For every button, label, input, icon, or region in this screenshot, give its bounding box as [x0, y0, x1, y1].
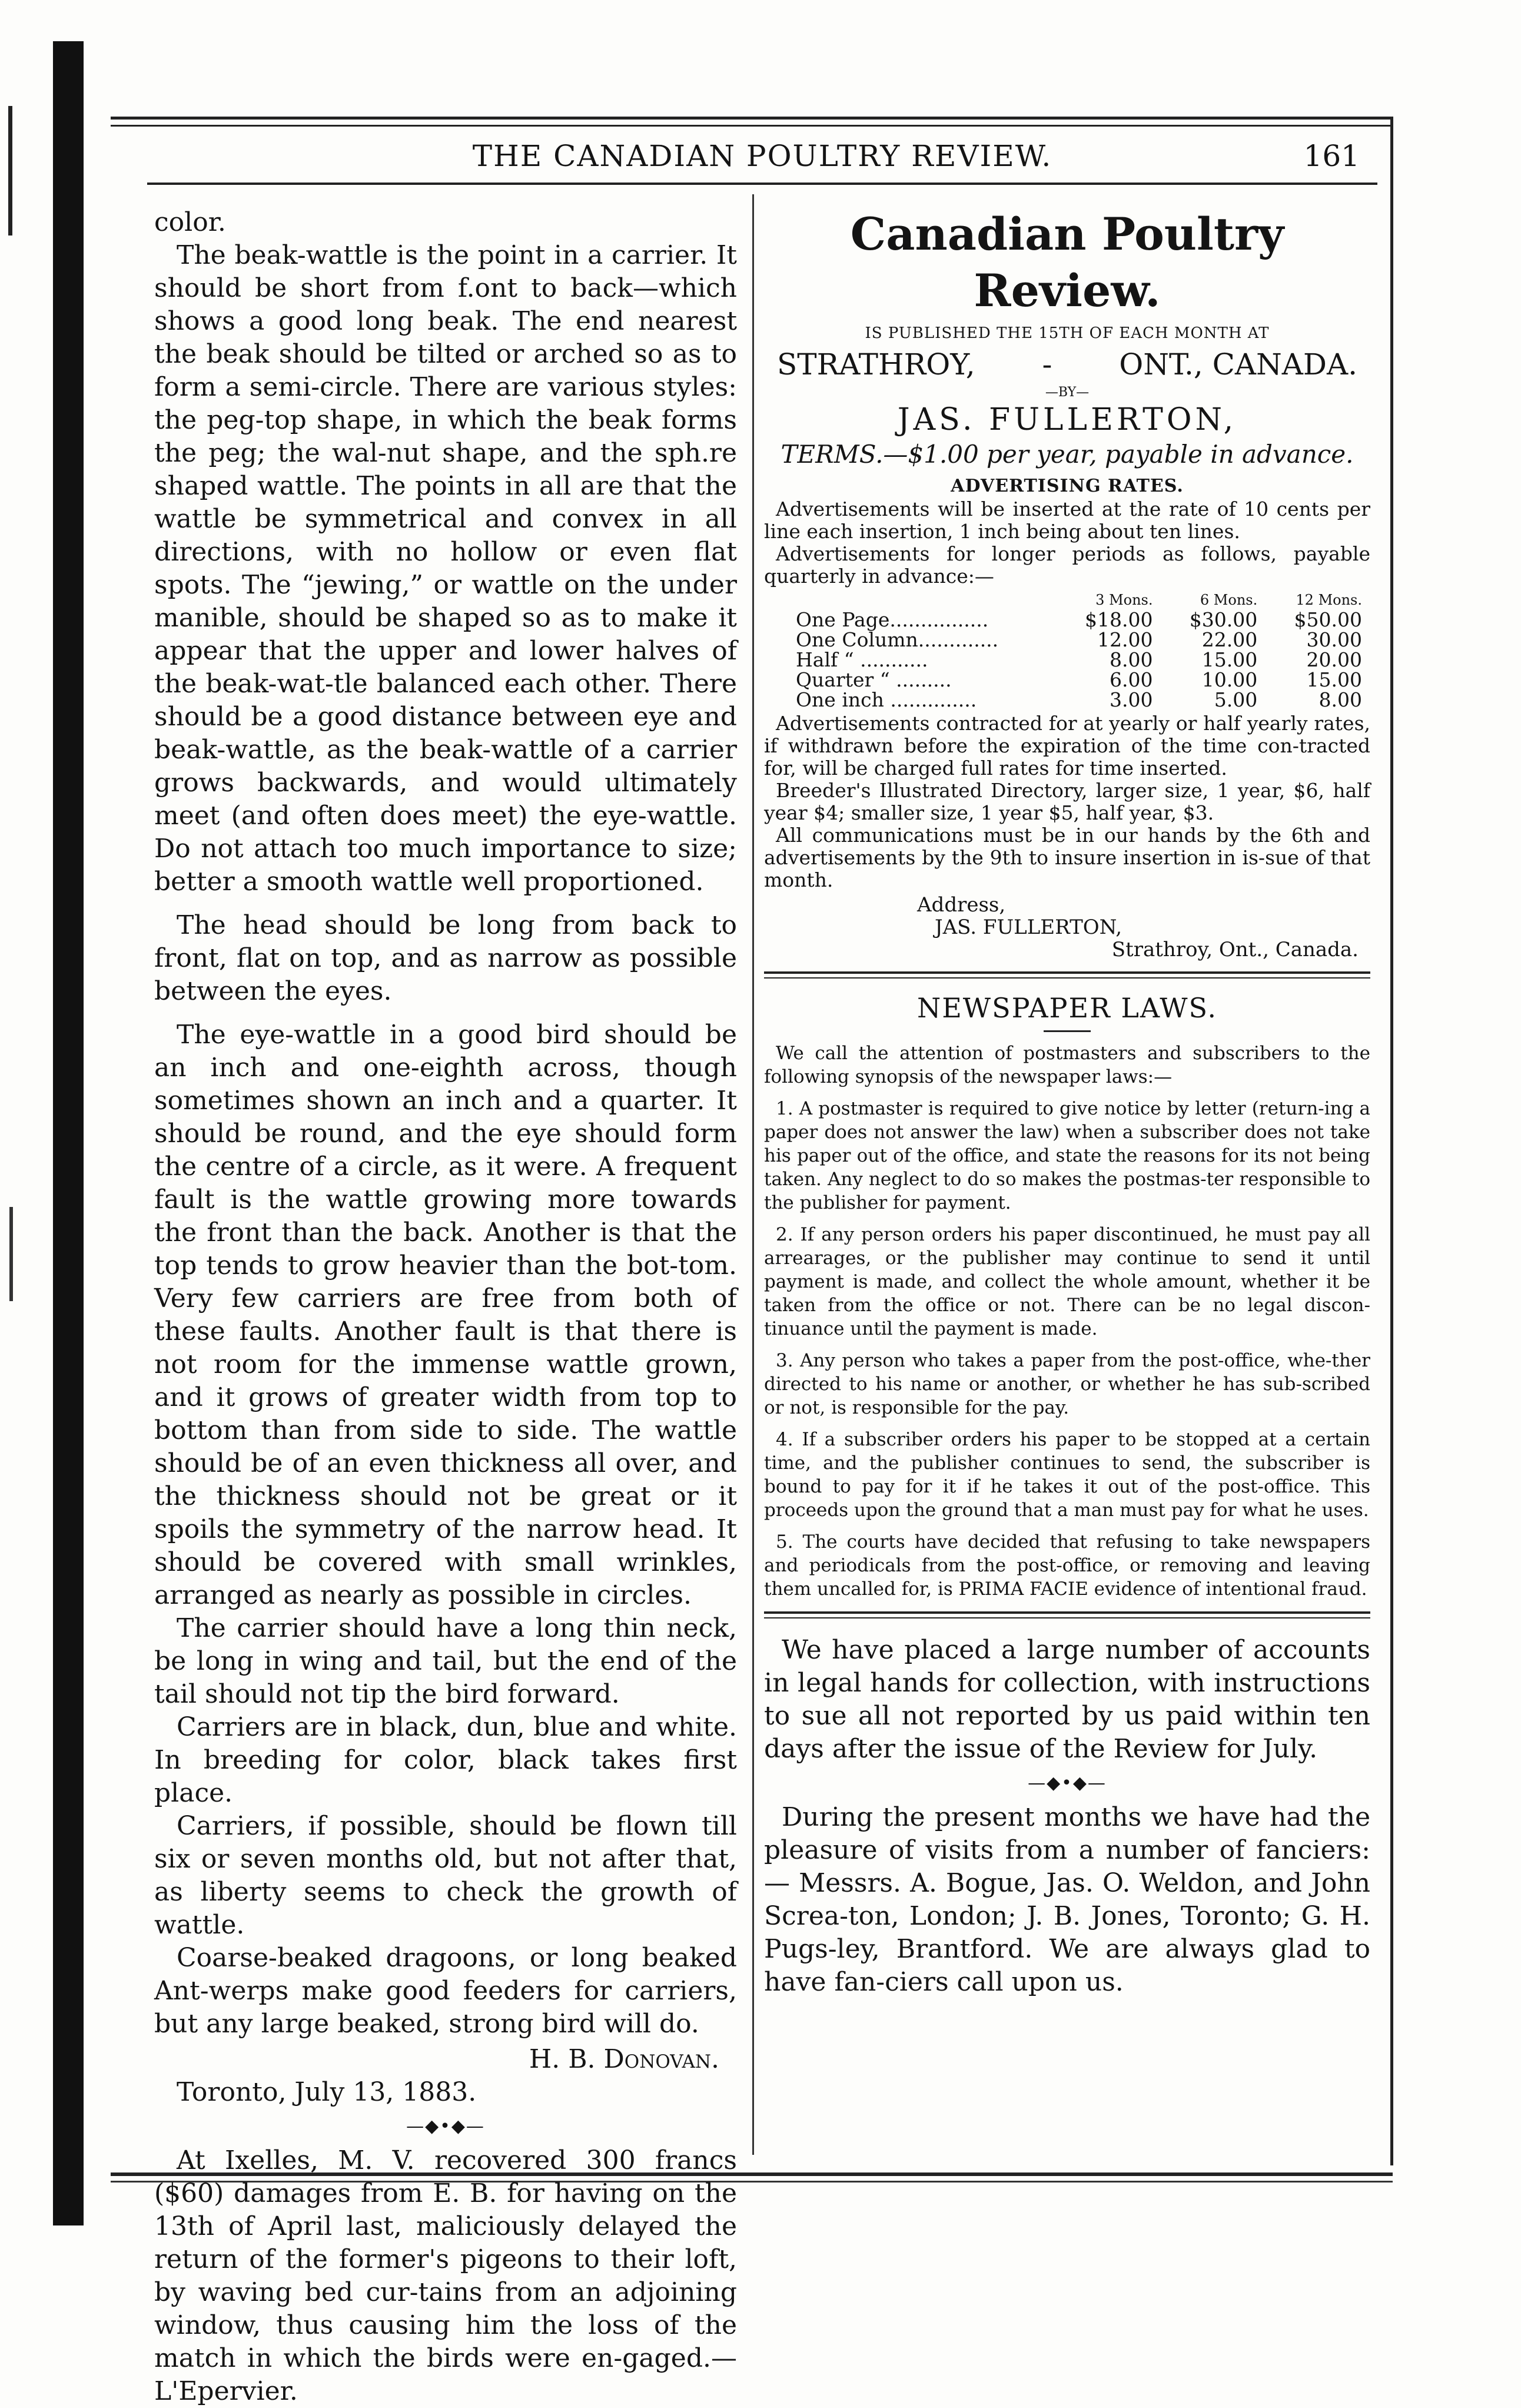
- address-city: Strathroy, Ont., Canada.: [1111, 938, 1359, 961]
- table-row: [788, 690, 1370, 710]
- rate-label: Half “ ...........: [796, 648, 928, 671]
- page-frame-right: [1390, 117, 1393, 2165]
- masthead-terms: TERMS.—$1.00 per year, payable in advance.: [781, 440, 1354, 469]
- table-row: [788, 610, 1370, 630]
- law-item: 5. The courts have decided that refusing to take newspapers and periodicals from the post-office, or removing and leaving them uncalled for, is PRIMA FACIE evidence of intentional fraud.: [764, 1531, 1370, 1600]
- rate-value: 15.00: [1306, 668, 1362, 691]
- section-rule-thin: [764, 977, 1370, 979]
- section-rule: [764, 1611, 1370, 1614]
- masthead-place: [764, 345, 1370, 384]
- table-row: [788, 670, 1370, 690]
- rate-label: One inch ..............: [796, 688, 977, 711]
- notice-visits: During the present months we have had the pleasure of visits from a number of fanciers:— Messrs. A. Bogue, Jas. O. Weldon, and John Screa-ton, London; J. B. Jones, Toronto; G. H. Pugs-ley, Brantford. We are always glad to have fan-ciers call upon us.: [764, 1802, 1370, 1997]
- column-divider: [752, 194, 754, 2155]
- paragraph-beak-wattle: The beak-wattle is the point in a carrier. It should be short from f.ont to back—which shows a good long beak. The end nearest the beak should be tilted or arched so as to form a semi-circle. There are various styles: the peg-top shape, in which the beak forms the peg; the wal-nut shape, and the sph.re shaped wattle. The points in all are that the wattle be symmetrical and convex in all directions, with no hollow or even flat spots. The “jewing,” or wattle on the under manible, should be shaped so as to make it appear that the upper and lower halves of the beak-wat-tle balanced each other. There should be a good distance between eye and beak-wattle, as the beak-wattle of a carrier grows backwards, and would ultimately meet (and often does meet) the eye-wattle. Do not attach too much importance to size; better a smooth wattle well proportioned.: [154, 240, 737, 897]
- newspaper-laws: [764, 990, 1370, 1601]
- paragraph-head: The head should be long from back to front, flat on top, and as narrow as possible between the eyes.: [154, 910, 737, 1006]
- paragraph-neck: The carrier should have a long thin neck, be long in wing and tail, but the end of the tail should not tip the bird forward.: [154, 1613, 737, 1709]
- author-signature: H. B. Donovan.: [529, 2044, 719, 2074]
- place-dash: -: [1042, 347, 1052, 382]
- rates-col-12mons: 12 Mons.: [1296, 592, 1362, 608]
- directory-rates: Breeder's Illustrated Directory, larger size, 1 year, $6, half year $4; smaller size, 1 year $5, half year, $3.: [764, 779, 1370, 824]
- scan-edge-mark: [9, 1207, 13, 1301]
- dateline: Toronto, July 13, 1883.: [177, 2077, 477, 2107]
- section-rule: [764, 971, 1370, 974]
- rate-value: $50.00: [1294, 608, 1362, 631]
- paragraph: color.: [154, 207, 226, 237]
- rates-longer-periods: Advertisements for longer periods as follows, payable quarterly in advance:—: [764, 542, 1370, 588]
- rates-table: [788, 590, 1370, 710]
- rate-value: 15.00: [1201, 648, 1258, 671]
- right-column: [764, 206, 1370, 1999]
- table-row: [788, 650, 1370, 670]
- rate-value: 8.00: [1319, 688, 1362, 711]
- page-number: 161: [1303, 139, 1360, 173]
- masthead-subtitle: IS PUBLISHED THE 15TH OF EACH MONTH AT: [865, 324, 1270, 342]
- rate-value: $18.00: [1085, 608, 1153, 631]
- rate-label: Quarter “ .........: [796, 668, 952, 691]
- rate-value: 30.00: [1306, 628, 1362, 651]
- place-town: STRATHROY,: [777, 347, 975, 382]
- paragraph-eye-wattle: The eye-wattle in a good bird should be an inch and one-eighth across, though sometimes shown an inch and a quarter. It should be round, and the eye should form the centre of a circle, as it were. A frequent fault is the wattle growing more towards the front than the back. Another is that the top tends to grow heavier than the bot-tom. Very few carriers are free from both of these faults. Another fault is that there is not room for the immense wattle grown, and it grows of greater width from top to bottom than from side to side. The wattle should be of an even thickness all over, and the thickness should not be great or it spoils the symmetry of the narrow head. It should be covered with small wrinkles, arranged as nearly as possible in circles.: [154, 1020, 737, 1610]
- rate-label: One Page................: [796, 608, 989, 631]
- rates-col-3mons: 3 Mons.: [1095, 592, 1153, 608]
- notice-accounts: We have placed a large number of accounts in legal hands for collection, with instructions to sue all not reported by us paid within ten days after the issue of the Review for July.: [764, 1635, 1370, 1764]
- rate-value: 6.00: [1110, 668, 1153, 691]
- law-item: 4. If a subscriber orders his paper to be stopped at a certain time, and the publisher continues to send, the subscriber is bound to pay for it if he takes it out of the post-office. This proceeds upon the ground that a man must pay for what he uses.: [764, 1429, 1370, 1521]
- section-ornament: —◆•◆—: [406, 2116, 485, 2137]
- rate-value: 10.00: [1201, 668, 1258, 691]
- page-frame-top: [111, 117, 1393, 120]
- law-item: 3. Any person who takes a paper from the post-office, whe-ther directed to his name or another, or whether he has sub-scribed or not, is responsible for the pay.: [764, 1350, 1370, 1418]
- communications-deadline: All communications must be in our hands by the 6th and advertisements by the 9th to insure insertion in is-sue of that month.: [764, 824, 1370, 891]
- section-ornament: —◆•◆—: [1028, 1773, 1107, 1793]
- rate-value: 5.00: [1214, 688, 1258, 711]
- rates-col-6mons: 6 Mons.: [1200, 592, 1258, 608]
- paragraph-flying: Carriers, if possible, should be flown till six or seven months old, but not after that, as liberty seems to check the growth of wattle.: [154, 1811, 737, 1940]
- rates-table-header: [788, 590, 1370, 610]
- rate-value: 22.00: [1201, 628, 1258, 651]
- advertising-rates-heading: ADVERTISING RATES.: [951, 476, 1184, 496]
- scan-edge-bar: [53, 41, 84, 2225]
- rate-value: 8.00: [1110, 648, 1153, 671]
- rates-contracted: Advertisements contracted for at yearly or half yearly rates, if withdrawn before the expiration of the time con-tracted for, will be charged full rates for time inserted.: [764, 712, 1370, 780]
- running-header: [147, 135, 1377, 188]
- rate-value: $30.00: [1189, 608, 1258, 631]
- address-name: JAS. FULLERTON,: [935, 916, 1123, 939]
- place-province: ONT., CANADA.: [1119, 347, 1357, 382]
- heading-rule: [1044, 1030, 1091, 1032]
- header-title: THE CANADIAN POULTRY REVIEW.: [472, 139, 1052, 173]
- law-item: 1. A postmaster is required to give notice by letter (return-ing a paper does not answer the law) when a subscriber does not take his paper out of the office, and state the reasons for its not being taken. Any neglect to do so makes the postmas-ter responsible to the publisher for payment.: [764, 1098, 1370, 1213]
- table-row: [788, 630, 1370, 650]
- law-item: 2. If any person orders his paper discontinued, he must pay all arrearages, or the publisher may continue to send it until payment is made, and collect the whole amount, whether it be taken from the office or not. There can be no legal discon-tinuance until the payment is made.: [764, 1224, 1370, 1339]
- masthead-by: —BY—: [1045, 385, 1090, 400]
- masthead: [764, 206, 1370, 961]
- paragraph-pigeon-case: At Ixelles, M. V. recovered 300 francs ($60) damages from E. B. for having on the 13th of April last, maliciously delayed the return of the former's pigeons to their loft, by waving bed cur-tains from an adjoining window, thus causing him the loss of the match in which the birds were en-gaged.—L'Epervier.: [154, 2145, 737, 2406]
- paragraph-colors: Carriers are in black, dun, blue and white. In breeding for color, black takes first place.: [154, 1712, 737, 1808]
- address-label: Address,: [917, 893, 1006, 917]
- laws-intro: We call the attention of postmasters and subscribers to the following synopsis of the newspaper laws:—: [764, 1043, 1370, 1087]
- rate-value: 20.00: [1306, 648, 1362, 671]
- rates-intro: Advertisements will be inserted at the rate of 10 cents per line each insertion, 1 inch being about ten lines.: [764, 497, 1370, 543]
- masthead-publisher: JAS. FULLERTON,: [897, 402, 1237, 437]
- page-frame-top-inner: [111, 125, 1393, 127]
- laws-heading: NEWSPAPER LAWS.: [916, 992, 1218, 1024]
- left-column: [154, 206, 737, 2408]
- rate-label: One Column.............: [796, 628, 999, 651]
- header-rule: [147, 183, 1377, 185]
- masthead-title: Canadian Poultry Review.: [850, 208, 1284, 317]
- scan-edge-mark: [8, 106, 12, 236]
- rate-value: 3.00: [1110, 688, 1153, 711]
- paragraph-feeders: Coarse-beaked dragoons, or long beaked Ant-werps make good feeders for carriers, but any large beaked, strong bird will do.: [154, 1943, 737, 2039]
- rate-value: 12.00: [1097, 628, 1153, 651]
